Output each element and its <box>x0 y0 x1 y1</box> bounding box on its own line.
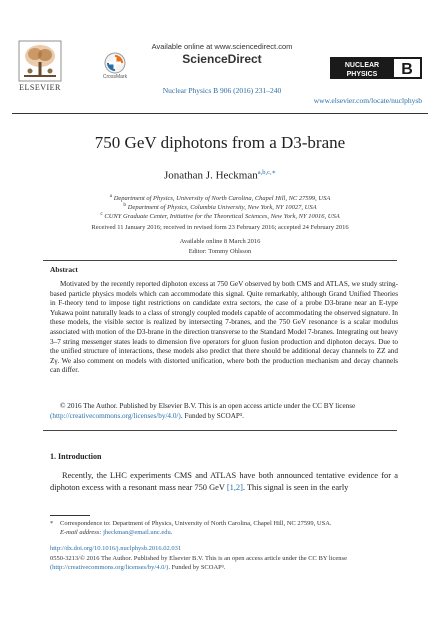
crossmark-label: CrossMark <box>102 74 128 80</box>
available-online-date: Available online 8 March 2016 <box>179 238 261 245</box>
email-end: . <box>170 528 173 536</box>
issn-license-link[interactable]: (http://creativecommons.org/licenses/by/4.0/) <box>50 563 169 571</box>
abstract-body: Motivated by the recently reported diphoton excess at 750 GeV observed by both CMS and ATLAS, we study string-based particle physics models which can accommodate this signal. Quite remarkably, although Grand Unified Theories in F-theory tend to impose tight restrictions on candidate extra sectors, the case of a probe D3-brane near an E-type Yukawa point naturally leads to a class of strongly coupled models capable of accommodating the observed signature. In these models, the visible sector is realized by intersecting 7-branes, and the 750 GeV resonance is a scalar modulus associated with motion of the D3-brane in the direction transverse to the Standard Model 7-branes. Integrating out heavy 3–7 string messenger states leads to dimension five operators for gluon fusion production and diphoton decays. Due to the unified structure of interactions, these models also predict that there should be additional decay channels to ZZ and Zγ. We also comment on models with distorted unification, where both the production mechanism and decay channels can differ. <box>50 280 398 375</box>
footnote-rule <box>50 515 90 516</box>
doi-link[interactable]: http://dx.doi.org/10.1016/j.nuclphysb.2016.02.031 <box>50 545 182 552</box>
intro-text-continued: . This signal is seen in the early <box>242 483 349 492</box>
nuclear-physics-b-logo <box>330 57 422 79</box>
citation-link[interactable]: [1,2] <box>226 483 243 492</box>
funded-text: . Funded by SCOAP³. <box>180 411 244 420</box>
abstract-heading: Abstract <box>50 265 78 274</box>
journal-reference[interactable]: Nuclear Physics B 906 (2016) 231–240 <box>162 86 282 95</box>
issn-funded-text: . Funded by SCOAP³. <box>168 563 226 571</box>
journal-logo-line2: PHYSICS <box>346 71 378 78</box>
journal-logo-letter: B <box>401 61 413 78</box>
copyright-text: © 2016 The Author. Published by Elsevier B.V. This is an open access article under the CC BY license <box>60 402 356 410</box>
affiliation-mark: b <box>123 202 127 208</box>
elsevier-tree-logo <box>18 40 62 82</box>
issn-license <box>50 555 420 572</box>
email-link[interactable]: jheckman@email.unc.edu <box>103 528 171 536</box>
publisher-name: ELSEVIER <box>19 83 61 92</box>
abstract-top-rule <box>43 260 397 261</box>
author-affiliation-marks[interactable]: a,b,c,∗ <box>257 169 277 176</box>
author-line <box>20 168 420 182</box>
abstract-bottom-rule <box>43 430 397 431</box>
affiliation-c <box>20 211 420 220</box>
footnote <box>50 520 410 537</box>
journal-header <box>12 40 428 108</box>
sciencedirect-title: ScienceDirect <box>182 52 262 66</box>
issn-text: 0550-3213/© 2016 The Author. Published by Elsevier B.V. This is an open access article under the CC BY license <box>50 555 347 562</box>
crossmark-icon[interactable] <box>104 52 126 74</box>
affiliation-text: Department of Physics, University of North Carolina, Chapel Hill, NC 27599, USA <box>113 195 331 203</box>
affiliation-b <box>20 202 420 211</box>
intro-text: Recently, the LHC experiments CMS and ATLAS have both announced tentative evidence for a diphoton excess with a resonant mass near 750 GeV <box>50 471 398 492</box>
header-divider <box>12 113 428 114</box>
correspondence-text: Correspondence to: Department of Physics, University of North Carolina, Chapel Hill, NC 27599, USA. <box>60 520 332 527</box>
email-label: E-mail address: <box>60 528 102 536</box>
affiliation-mark: a <box>109 193 113 199</box>
received-dates: Received 11 January 2016; received in revised form 23 February 2016; accepted 24 February 2016 <box>91 224 349 231</box>
license-link[interactable]: (http://creativecommons.org/licenses/by/4.0/) <box>50 411 181 420</box>
email-line <box>50 529 410 538</box>
affiliation-a <box>20 193 420 202</box>
affiliation-mark: c <box>100 211 103 217</box>
article-title: 750 GeV diphotons from a D3-brane <box>94 133 346 152</box>
abstract-copyright <box>50 402 398 421</box>
introduction-paragraph <box>50 470 398 494</box>
author-name: Jonathan J. Heckman <box>163 169 258 182</box>
section-heading-introduction: 1. Introduction <box>50 452 102 461</box>
journal-logo-line1: NUCLEAR <box>344 62 380 69</box>
journal-site-link[interactable]: www.elsevier.com/locate/nuclphysb <box>313 96 422 105</box>
available-online-text: Available online at www.sciencedirect.com <box>151 42 293 51</box>
affiliation-text: Department of Physics, Columbia University, New York, NY 10027, USA <box>127 204 317 212</box>
affiliation-text: CUNY Graduate Center, Initiative for the Theoretical Sciences, New York, NY 10016, USA <box>104 213 340 221</box>
footnote-star: * <box>50 520 54 527</box>
editor-line: Editor: Tommy Ohlsson <box>188 248 252 255</box>
